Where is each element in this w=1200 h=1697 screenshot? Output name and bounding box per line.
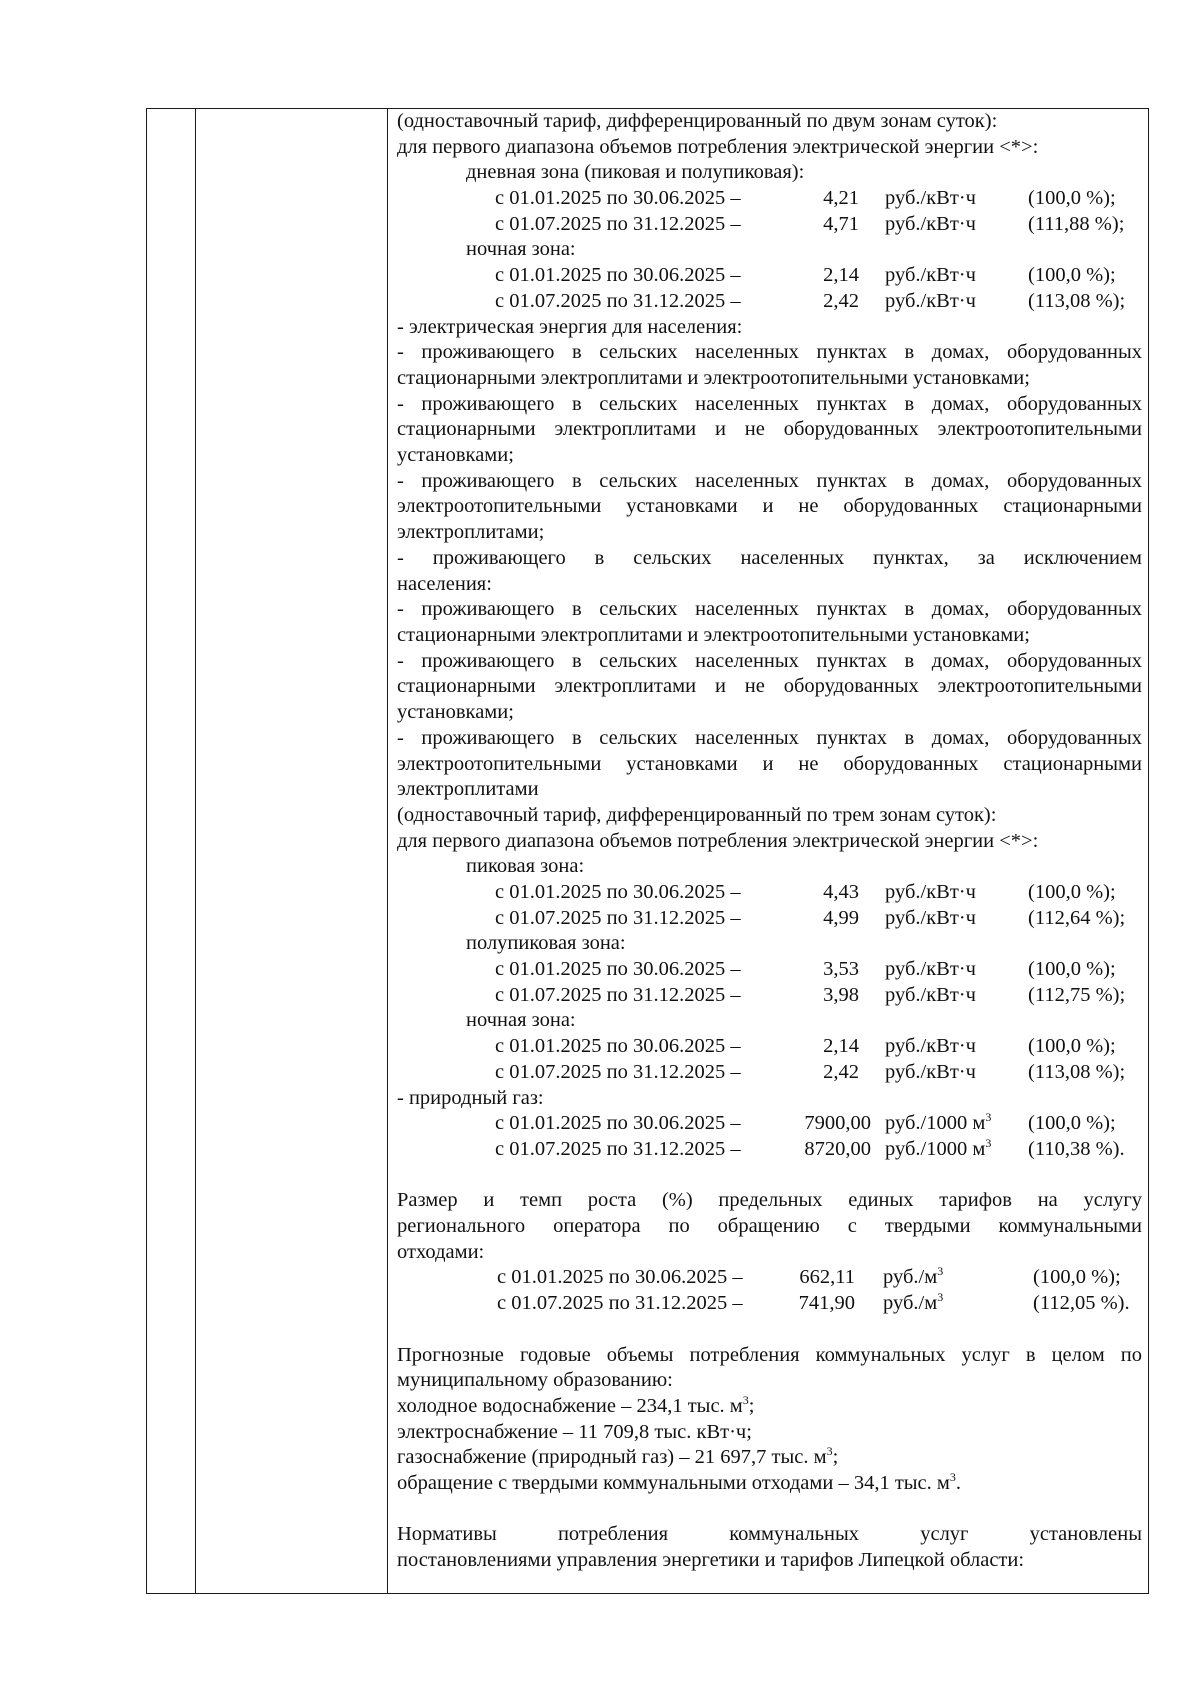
tariff-period: с 01.01.2025 по 30.06.2025 – bbox=[495, 1112, 741, 1135]
tariff-period: с 01.01.2025 по 30.06.2025 – bbox=[495, 958, 741, 981]
forecast-electricity: электроснабжение – 11 709,8 тыс. кВт·ч; bbox=[397, 1420, 752, 1443]
population-line: электроотопительными установками и не оборудованных стационарными bbox=[397, 752, 1142, 775]
forecast-waste-text: обращение с твердыми коммунальными отходами – 34,1 тыс. м bbox=[397, 1472, 950, 1495]
tariff-value: 4,43 bbox=[823, 881, 859, 904]
population-line: - проживающего в сельских населенных пунктах в домах, оборудованных bbox=[397, 469, 1142, 492]
tariff-row bbox=[397, 906, 1142, 932]
tariff-unit: руб./кВт·ч bbox=[885, 212, 976, 235]
unit-superscript: 3 bbox=[937, 1290, 944, 1305]
unit-text: руб./1000 м bbox=[885, 1112, 986, 1135]
unit-superscript: 3 bbox=[985, 1136, 992, 1151]
tariff-content-cell bbox=[397, 109, 1142, 1574]
tariff-row bbox=[397, 957, 1142, 983]
tariff-row bbox=[397, 1034, 1142, 1060]
peak-zone-label: пиковая зона: bbox=[466, 855, 585, 878]
punctuation: ; bbox=[832, 1446, 839, 1469]
population-line: стационарными электроплитами и электроотопительными установками; bbox=[397, 624, 1030, 646]
paragraph-gap bbox=[397, 1317, 1142, 1343]
tariff-percent: (100,0 %); bbox=[1028, 1112, 1116, 1135]
first-range-header: для первого диапазона объемов потребления электрической энергии <*>: bbox=[397, 829, 1039, 852]
population-line: электроотопительными установками и не оборудованных стационарными bbox=[397, 495, 1142, 518]
unit-superscript: 3 bbox=[826, 1444, 833, 1459]
tariff-value: 4,21 bbox=[823, 187, 859, 210]
population-line: стационарными электроплитами и не оборудованных электроотопительными bbox=[397, 675, 1142, 698]
tariff-percent: (100,0 %); bbox=[1028, 264, 1116, 287]
tariff-unit: руб./кВт·ч bbox=[885, 264, 976, 287]
tariff-percent: (113,08 %); bbox=[1028, 1060, 1126, 1083]
tariff-period: с 01.01.2025 по 30.06.2025 – bbox=[495, 264, 741, 287]
tariff-unit: руб./кВт·ч bbox=[885, 289, 976, 312]
forecast-line: муниципальному образованию: bbox=[397, 1369, 673, 1392]
tariff-row bbox=[397, 263, 1142, 289]
tariff-value: 8720,00 bbox=[804, 1137, 871, 1160]
population-line: населения: bbox=[397, 572, 492, 595]
tariff-row bbox=[397, 289, 1142, 315]
unit-superscript: 3 bbox=[937, 1264, 944, 1279]
forecast-line: Прогнозные годовые объемы потребления коммунальных услуг в целом по bbox=[397, 1343, 1142, 1366]
forecast-gas-text: газоснабжение (природный газ) – 21 697,7 тыс. м bbox=[397, 1446, 827, 1469]
tariff-row bbox=[397, 186, 1142, 212]
tariff-row bbox=[397, 1111, 1142, 1137]
tariff-unit: руб./кВт·ч bbox=[885, 906, 976, 929]
forecast-water-text: холодное водоснабжение – 234,1 тыс. м bbox=[397, 1394, 743, 1417]
tariff-value: 741,90 bbox=[798, 1292, 855, 1315]
tariff-value: 4,99 bbox=[823, 906, 859, 929]
tariff-row bbox=[397, 1060, 1142, 1086]
tariff-unit: руб./кВт·ч bbox=[885, 1060, 976, 1083]
unit-superscript: 3 bbox=[985, 1110, 992, 1125]
three-zone-header: (одноставочный тариф, дифференцированный по трем зонам суток): bbox=[397, 803, 997, 826]
tariff-percent: (100,0 %); bbox=[1028, 881, 1116, 904]
population-line: - проживающего в сельских населенных пунктах в домах, оборудованных bbox=[397, 341, 1142, 364]
tariff-percent: (110,38 %). bbox=[1028, 1137, 1125, 1160]
paragraph-gap bbox=[397, 1497, 1142, 1523]
tariff-value: 662,11 bbox=[799, 1266, 855, 1289]
waste-paragraph-line: Размер и темп роста (%) предельных единых тарифов на услугу bbox=[397, 1189, 1142, 1212]
tariff-row bbox=[397, 983, 1142, 1009]
tariff-unit: руб./кВт·ч bbox=[885, 983, 976, 1006]
punctuation: ; bbox=[748, 1394, 755, 1417]
night-zone-label: ночная зона: bbox=[466, 1009, 576, 1032]
tariff-percent: (113,08 %); bbox=[1028, 289, 1126, 312]
unit-superscript: 3 bbox=[949, 1470, 956, 1485]
population-line: стационарными электроплитами и не оборудованных электроотопительными bbox=[397, 418, 1142, 441]
population-line: - проживающего в сельских населенных пунктах в домах, оборудованных bbox=[397, 649, 1142, 672]
tariff-value: 2,14 bbox=[823, 264, 859, 287]
night-zone-label: ночная зона: bbox=[466, 238, 576, 261]
two-zone-header: (одноставочный тариф, дифференцированный по двум зонам суток): bbox=[397, 110, 998, 132]
tariff-unit bbox=[883, 1291, 943, 1317]
tariff-period: с 01.07.2025 по 31.12.2025 – bbox=[495, 983, 741, 1006]
tariff-period: с 01.01.2025 по 30.06.2025 – bbox=[495, 1035, 741, 1058]
tariff-unit bbox=[883, 1265, 943, 1291]
gas-header: - природный газ: bbox=[397, 1086, 544, 1109]
unit-text: руб./м bbox=[883, 1292, 938, 1315]
tariff-row bbox=[397, 1291, 1142, 1317]
tariff-percent: (100,0 %); bbox=[1033, 1266, 1121, 1289]
tariff-period: с 01.07.2025 по 31.12.2025 – bbox=[495, 1060, 741, 1083]
tariff-unit bbox=[885, 1137, 991, 1163]
tariff-value: 2,42 bbox=[823, 1060, 859, 1083]
table-column-divider bbox=[195, 109, 196, 1593]
tariff-percent: (112,75 %); bbox=[1028, 983, 1126, 1006]
punctuation: . bbox=[955, 1472, 962, 1495]
unit-text: руб./1000 м bbox=[885, 1137, 986, 1160]
population-line: - проживающего в сельских населенных пунктах в домах, оборудованных bbox=[397, 392, 1142, 415]
tariff-value: 2,14 bbox=[823, 1035, 859, 1058]
tariff-row bbox=[397, 1137, 1142, 1163]
tariff-value: 3,53 bbox=[823, 958, 859, 981]
population-line: электроплитами bbox=[397, 778, 539, 801]
population-line: - проживающего в сельских населенных пунктах, за исключением bbox=[397, 546, 1142, 569]
norms-line: постановлениями управления энергетики и тарифов Липецкой области: bbox=[397, 1549, 1025, 1572]
tariff-value: 2,42 bbox=[823, 289, 859, 312]
tariff-period: с 01.07.2025 по 31.12.2025 – bbox=[495, 1137, 741, 1160]
population-line: - проживающего в сельских населенных пунктах в домах, оборудованных bbox=[397, 726, 1142, 749]
norms-line: Нормативы потребления коммунальных услуг установлены bbox=[397, 1523, 1142, 1546]
tariff-percent: (112,05 %). bbox=[1033, 1292, 1130, 1315]
tariff-period: с 01.01.2025 по 30.06.2025 – bbox=[495, 187, 741, 210]
tariff-unit bbox=[885, 1111, 991, 1137]
tariff-percent: (100,0 %); bbox=[1028, 958, 1116, 981]
forecast-gas bbox=[397, 1445, 1142, 1471]
first-range-header: для первого диапазона объемов потребления электрической энергии <*>: bbox=[397, 135, 1039, 158]
waste-paragraph-line: отходами: bbox=[397, 1240, 485, 1263]
tariff-percent: (100,0 %); bbox=[1028, 187, 1116, 210]
day-zone-label: дневная зона (пиковая и полупиковая): bbox=[466, 161, 805, 184]
population-line: электроплитами; bbox=[397, 521, 545, 544]
tariff-value: 4,71 bbox=[823, 212, 859, 235]
document-table bbox=[146, 108, 1149, 1594]
table-column-divider bbox=[387, 109, 388, 1593]
tariff-percent: (100,0 %); bbox=[1028, 1035, 1116, 1058]
tariff-row bbox=[397, 880, 1142, 906]
population-line: установками; bbox=[397, 701, 514, 724]
tariff-percent: (111,88 %); bbox=[1028, 212, 1125, 235]
unit-text: руб./м bbox=[883, 1266, 938, 1289]
tariff-period: с 01.01.2025 по 30.06.2025 – bbox=[495, 881, 741, 904]
tariff-value: 3,98 bbox=[823, 983, 859, 1006]
tariff-period: с 01.07.2025 по 31.12.2025 – bbox=[495, 289, 741, 312]
population-line: стационарными электроплитами и электроотопительными установками; bbox=[397, 366, 1030, 389]
paragraph-gap bbox=[397, 1163, 1142, 1189]
population-line: - проживающего в сельских населенных пунктах в домах, оборудованных bbox=[397, 598, 1142, 621]
tariff-period: с 01.07.2025 по 31.12.2025 – bbox=[497, 1292, 743, 1315]
tariff-unit: руб./кВт·ч bbox=[885, 187, 976, 210]
tariff-period: с 01.07.2025 по 31.12.2025 – bbox=[495, 212, 741, 235]
halfpeak-zone-label: полупиковая зона: bbox=[466, 932, 626, 955]
tariff-percent: (112,64 %); bbox=[1028, 906, 1126, 929]
tariff-unit: руб./кВт·ч bbox=[885, 881, 976, 904]
population-line: установками; bbox=[397, 444, 514, 467]
tariff-period: с 01.01.2025 по 30.06.2025 – bbox=[497, 1266, 743, 1289]
unit-superscript: 3 bbox=[742, 1393, 749, 1408]
tariff-unit: руб./кВт·ч bbox=[885, 1035, 976, 1058]
tariff-row bbox=[397, 1265, 1142, 1291]
waste-paragraph-line: регионального оператора по обращению с твердыми коммунальными bbox=[397, 1215, 1142, 1238]
forecast-water bbox=[397, 1394, 1142, 1420]
tariff-unit: руб./кВт·ч bbox=[885, 958, 976, 981]
tariff-period: с 01.07.2025 по 31.12.2025 – bbox=[495, 906, 741, 929]
tariff-value: 7900,00 bbox=[804, 1112, 871, 1135]
population-header: - электрическая энергия для населения: bbox=[397, 315, 743, 338]
tariff-row bbox=[397, 212, 1142, 238]
forecast-waste bbox=[397, 1471, 1142, 1497]
